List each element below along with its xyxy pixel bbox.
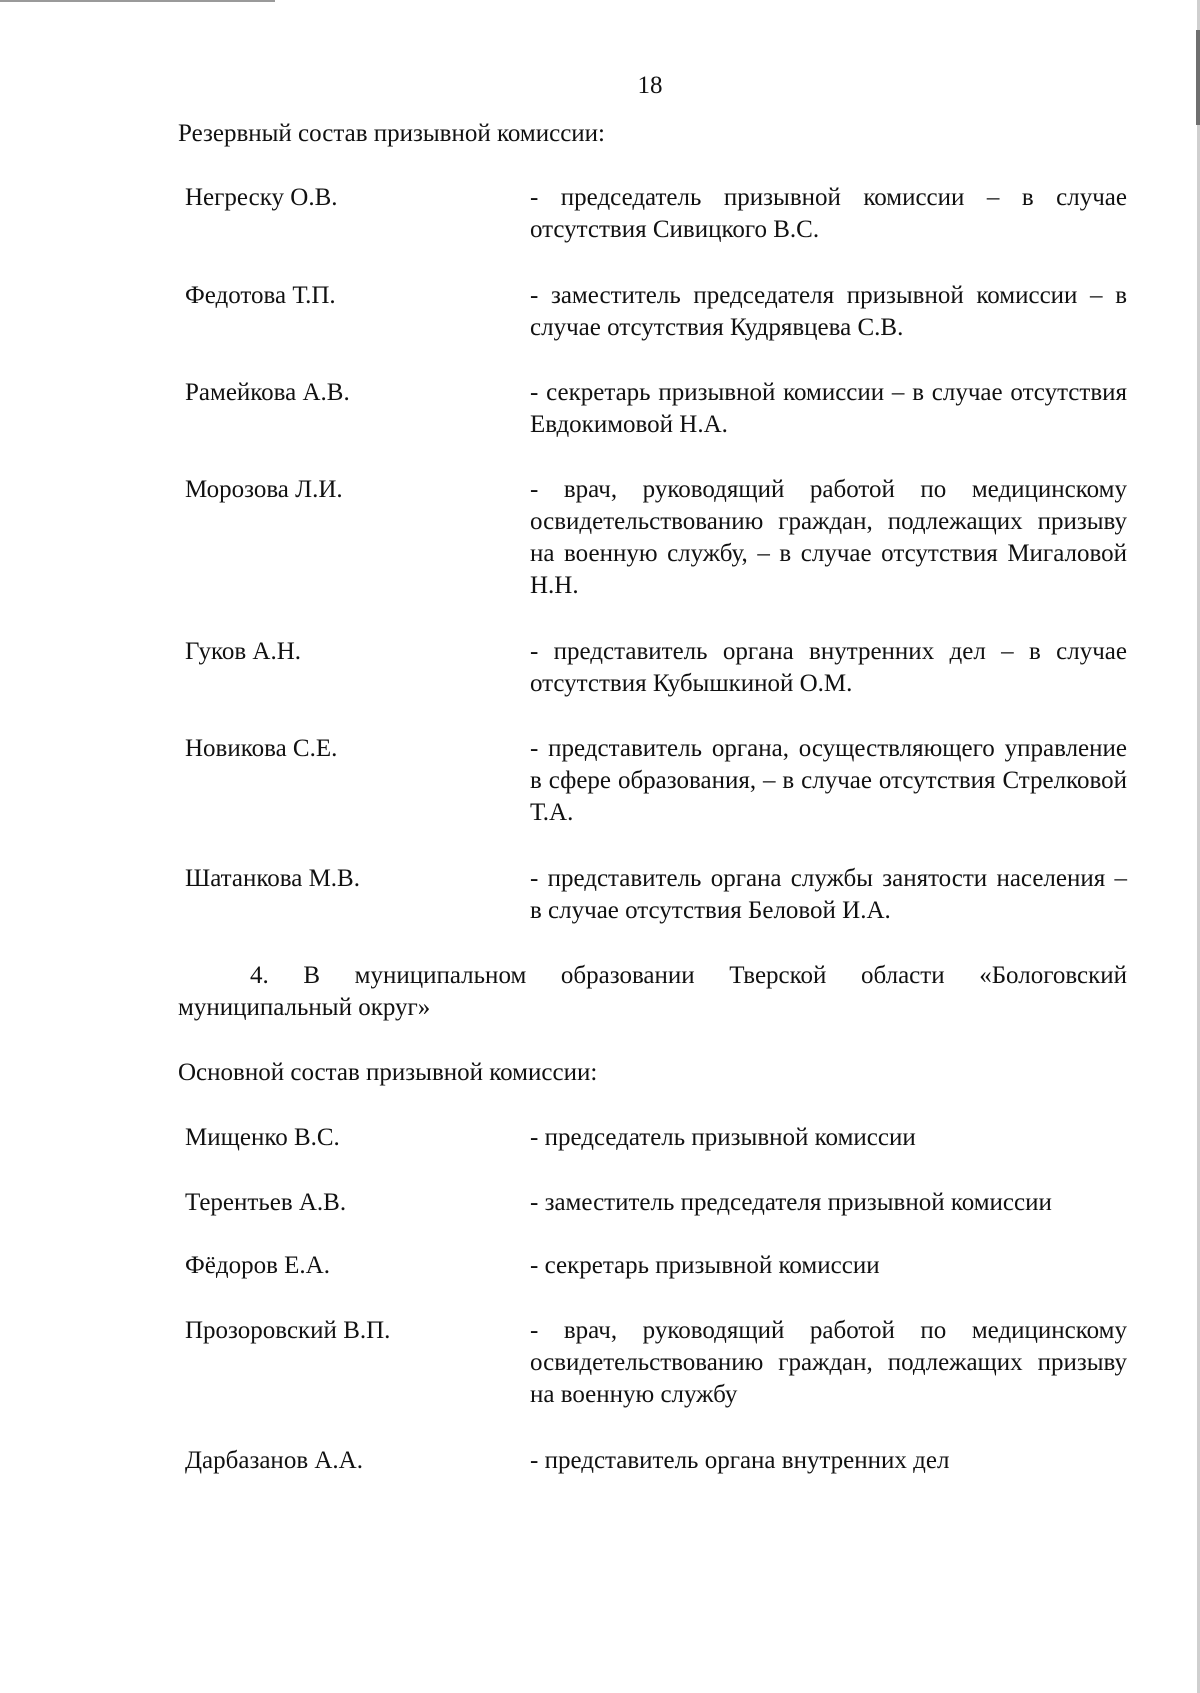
member-role: - секретарь призывной комиссии xyxy=(530,1252,880,1279)
member-name: Фёдоров Е.А. xyxy=(185,1252,330,1279)
member-role: - председатель призывной комиссии – в случае отсутствия Сивицкого В.С. xyxy=(530,184,1127,243)
member-role: - секретарь призывной комиссии – в случае отсутствия Евдокимовой Н.А. xyxy=(530,379,1127,438)
member-name: Новикова С.Е. xyxy=(185,735,338,762)
member-role: - представитель органа службы занятости населения – в случае отсутствия Беловой И.А. xyxy=(530,865,1127,924)
member-name: Федотова Т.П. xyxy=(185,282,336,309)
section-4-paragraph: 4. В муниципальном образовании Тверской области «Бологовский муниципальный округ» xyxy=(178,962,1127,1021)
member-name: Негреску О.В. xyxy=(185,184,338,211)
member-name: Шатанкова М.В. xyxy=(185,865,360,892)
member-role: - заместитель председателя призывной комиссии – в случае отсутствия Кудрявцева С.В. xyxy=(530,282,1127,341)
member-role: - представитель органа внутренних дел xyxy=(530,1447,950,1474)
member-role: - представитель органа, осуществляющего управление в сфере образования, – в случае отсутствия Стрелковой Т.А. xyxy=(530,735,1127,826)
scan-edge-top xyxy=(0,0,275,2)
main-heading: Основной состав призывной комиссии: xyxy=(178,1059,598,1086)
reserve-heading: Резервный состав призывной комиссии: xyxy=(178,120,605,147)
member-name: Морозова Л.И. xyxy=(185,476,343,503)
member-role: - заместитель председателя призывной комиссии xyxy=(530,1189,1052,1216)
member-name: Гуков А.Н. xyxy=(185,638,302,665)
member-name: Дарбазанов А.А. xyxy=(185,1447,363,1474)
member-role: - врач, руководящий работой по медицинскому освидетельствованию граждан, подлежащих призыву на военную службу, – в случае отсутствия Мигаловой Н.Н. xyxy=(530,476,1127,599)
member-name: Мищенко В.С. xyxy=(185,1124,340,1151)
member-name: Прозоровский В.П. xyxy=(185,1317,391,1344)
member-role: - председатель призывной комиссии xyxy=(530,1124,916,1151)
member-role: - врач, руководящий работой по медицинскому освидетельствованию граждан, подлежащих призыву на военную службу xyxy=(530,1317,1127,1408)
member-role: - представитель органа внутренних дел – в случае отсутствия Кубышкиной О.М. xyxy=(530,638,1127,697)
page-number: 18 xyxy=(637,72,663,99)
member-name: Терентьев А.В. xyxy=(185,1189,347,1216)
member-name: Рамейкова А.В. xyxy=(185,379,350,406)
